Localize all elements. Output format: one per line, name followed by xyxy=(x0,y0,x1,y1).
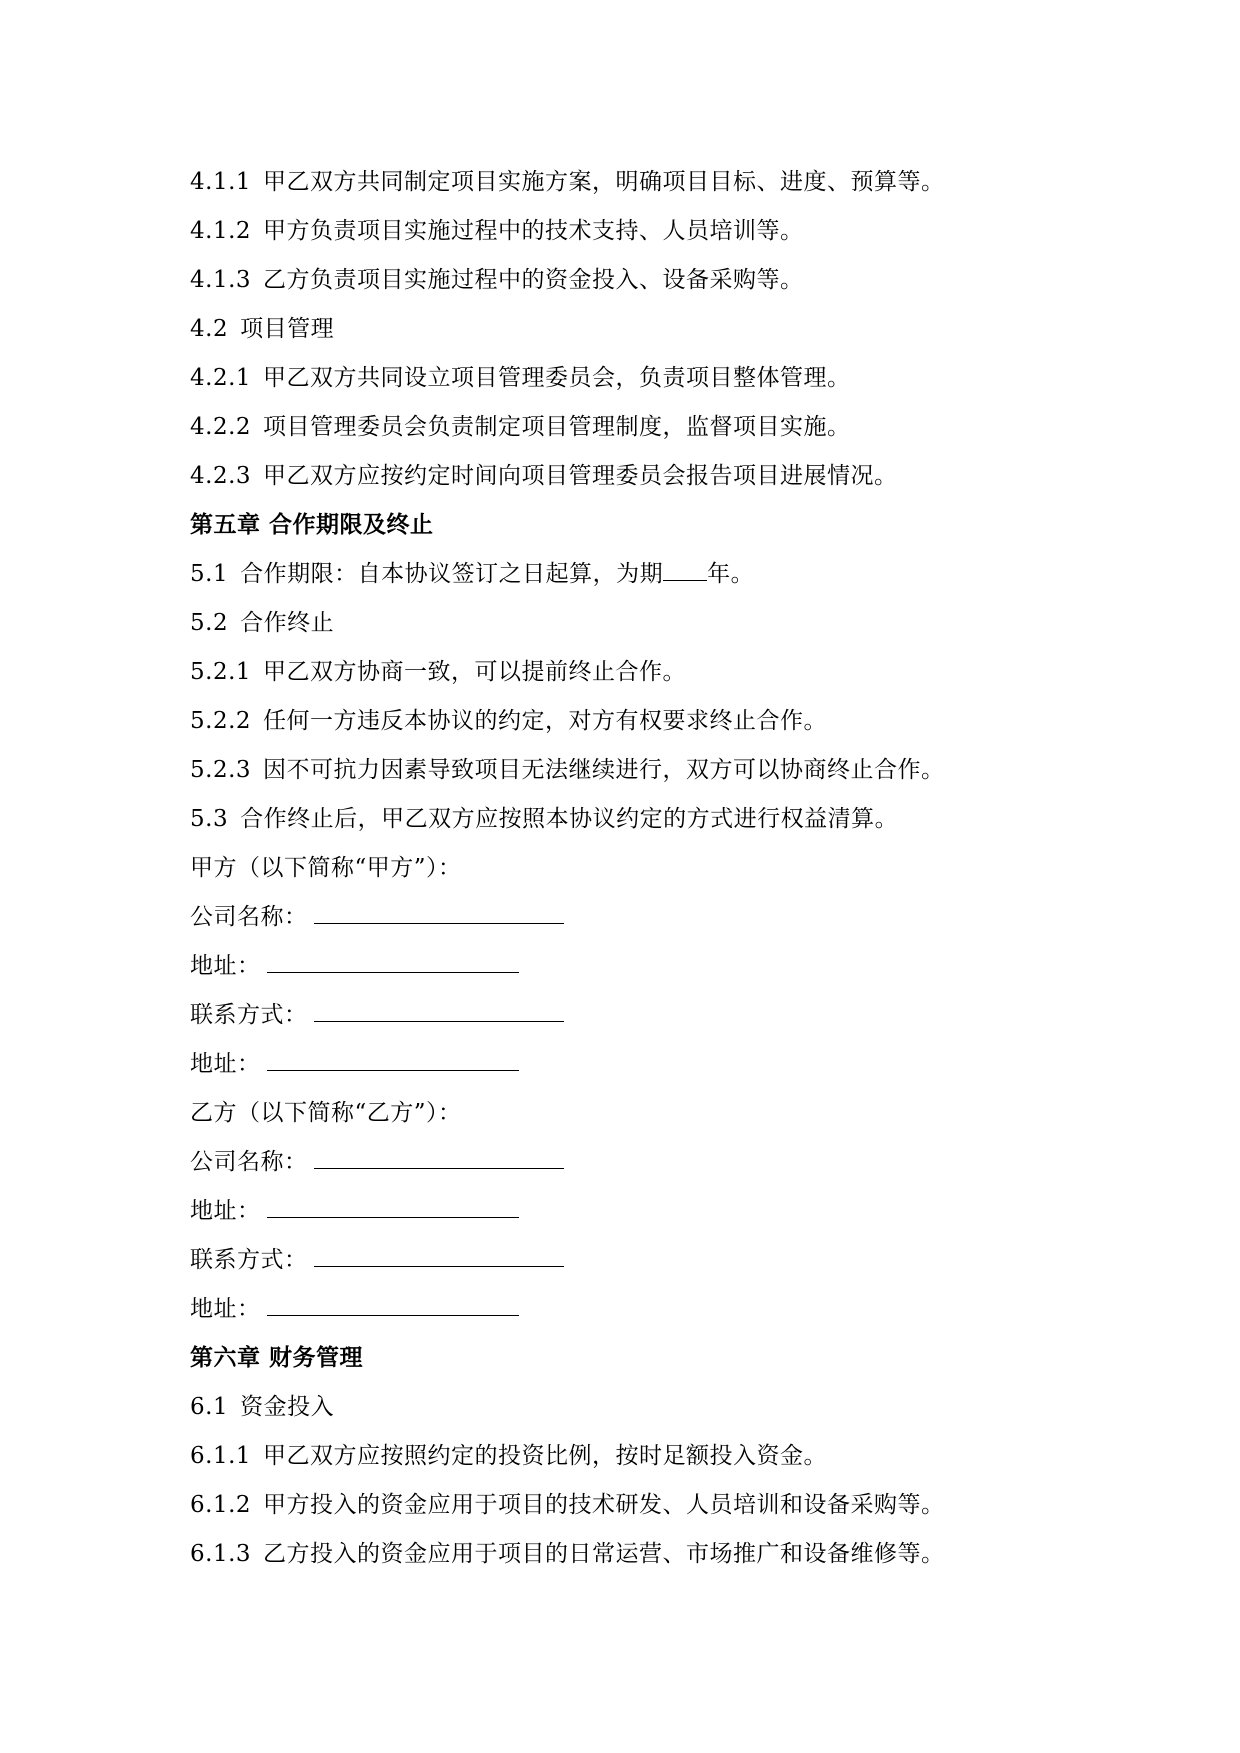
clause-text-suffix: 年。 xyxy=(707,561,755,587)
clause-6-1 xyxy=(190,1383,1050,1432)
clause-text: 甲方投入的资金应用于项目的技术研发、人员培训和设备采购等。 xyxy=(263,1492,945,1518)
clause-text: 甲乙双方应按约定时间向项目管理委员会报告项目进展情况。 xyxy=(263,463,898,489)
party-a-contact-label: 联系方式： xyxy=(190,1002,308,1028)
party-a-address2-row xyxy=(190,1040,1050,1089)
clause-text: 项目管理 xyxy=(240,316,335,342)
clause-number: 5.2.3 xyxy=(190,757,252,783)
party-b-title: 乙方（以下简称“乙方”）： xyxy=(190,1100,462,1126)
clause-text: 甲乙双方共同设立项目管理委员会，负责项目整体管理。 xyxy=(263,365,851,391)
clause-4-2-3 xyxy=(190,452,1050,501)
clause-4-2-1 xyxy=(190,354,1050,403)
clause-text: 因不可抗力因素导致项目无法继续进行，双方可以协商终止合作。 xyxy=(263,757,945,783)
clause-text: 乙方负责项目实施过程中的资金投入、设备采购等。 xyxy=(263,267,804,293)
party-a-contact-field[interactable] xyxy=(314,993,564,1022)
clause-number: 5.2.2 xyxy=(190,708,252,734)
party-b-company-label: 公司名称： xyxy=(190,1149,308,1175)
clause-number: 4.1.1 xyxy=(190,169,252,195)
clause-number: 6.1.2 xyxy=(190,1492,252,1518)
clause-number: 6.1.3 xyxy=(190,1541,252,1567)
clause-number: 4.2.3 xyxy=(190,463,252,489)
clause-number: 6.1 xyxy=(190,1394,229,1420)
party-b-company-field[interactable] xyxy=(314,1140,564,1169)
party-a-address-label: 地址： xyxy=(190,953,261,979)
party-a-address2-field[interactable] xyxy=(267,1042,519,1071)
clause-4-2 xyxy=(190,305,1050,354)
chapter-5-heading: 第五章 合作期限及终止 xyxy=(190,512,434,538)
document-body xyxy=(190,158,1050,1579)
clause-number: 5.3 xyxy=(190,806,229,832)
clause-text: 项目管理委员会负责制定项目管理制度，监督项目实施。 xyxy=(263,414,851,440)
party-a-company-row xyxy=(190,893,1050,942)
clause-number: 4.2 xyxy=(190,316,229,342)
clause-5-2-1 xyxy=(190,648,1050,697)
party-b-address2-label: 地址： xyxy=(190,1296,261,1322)
clause-text: 合作终止 xyxy=(240,610,335,636)
party-a-contact-row xyxy=(190,991,1050,1040)
clause-number: 5.2.1 xyxy=(190,659,252,685)
clause-text: 合作终止后，甲乙双方应按照本协议约定的方式进行权益清算。 xyxy=(240,806,899,832)
clause-text: 甲乙双方应按照约定的投资比例，按时足额投入资金。 xyxy=(263,1443,828,1469)
clause-6-1-1 xyxy=(190,1432,1050,1481)
clause-6-1-2 xyxy=(190,1481,1050,1530)
clause-number: 4.2.1 xyxy=(190,365,252,391)
party-b-address2-field[interactable] xyxy=(267,1287,519,1316)
clause-number: 5.2 xyxy=(190,610,229,636)
party-b-address-row xyxy=(190,1187,1050,1236)
clause-text: 任何一方违反本协议的约定，对方有权要求终止合作。 xyxy=(263,708,828,734)
party-b-contact-row xyxy=(190,1236,1050,1285)
term-years-blank[interactable] xyxy=(663,554,707,581)
clause-number: 5.1 xyxy=(190,561,229,587)
clause-text: 甲乙双方共同制定项目实施方案，明确项目目标、进度、预算等。 xyxy=(263,169,945,195)
party-a-address-field[interactable] xyxy=(267,944,519,973)
party-b-contact-field[interactable] xyxy=(314,1238,564,1267)
clause-number: 4.1.2 xyxy=(190,218,252,244)
clause-text: 甲方负责项目实施过程中的技术支持、人员培训等。 xyxy=(263,218,804,244)
party-b-address-label: 地址： xyxy=(190,1198,261,1224)
clause-4-1-3 xyxy=(190,256,1050,305)
clause-5-1 xyxy=(190,550,1050,599)
party-a-title: 甲方（以下简称“甲方”）： xyxy=(190,855,462,881)
clause-4-1-2 xyxy=(190,207,1050,256)
party-a-company-label: 公司名称： xyxy=(190,904,308,930)
clause-4-2-2 xyxy=(190,403,1050,452)
party-a-address-row xyxy=(190,942,1050,991)
clause-6-1-3 xyxy=(190,1530,1050,1579)
clause-text: 甲乙双方协商一致，可以提前终止合作。 xyxy=(263,659,687,685)
clause-5-3 xyxy=(190,795,1050,844)
party-b-contact-label: 联系方式： xyxy=(190,1247,308,1273)
party-b-address2-row xyxy=(190,1285,1050,1334)
clause-text: 合作期限：自本协议签订之日起算，为期 xyxy=(240,561,664,587)
party-a-company-field[interactable] xyxy=(314,895,564,924)
party-b-company-row xyxy=(190,1138,1050,1187)
clause-text: 乙方投入的资金应用于项目的日常运营、市场推广和设备维修等。 xyxy=(263,1541,945,1567)
clause-text: 资金投入 xyxy=(240,1394,335,1420)
clause-4-1-1 xyxy=(190,158,1050,207)
clause-number: 4.2.2 xyxy=(190,414,252,440)
clause-5-2 xyxy=(190,599,1050,648)
party-a-address2-label: 地址： xyxy=(190,1051,261,1077)
clause-5-2-3 xyxy=(190,746,1050,795)
party-b-address-field[interactable] xyxy=(267,1189,519,1218)
clause-5-2-2 xyxy=(190,697,1050,746)
chapter-6-heading: 第六章 财务管理 xyxy=(190,1345,364,1371)
clause-number: 6.1.1 xyxy=(190,1443,252,1469)
clause-number: 4.1.3 xyxy=(190,267,252,293)
